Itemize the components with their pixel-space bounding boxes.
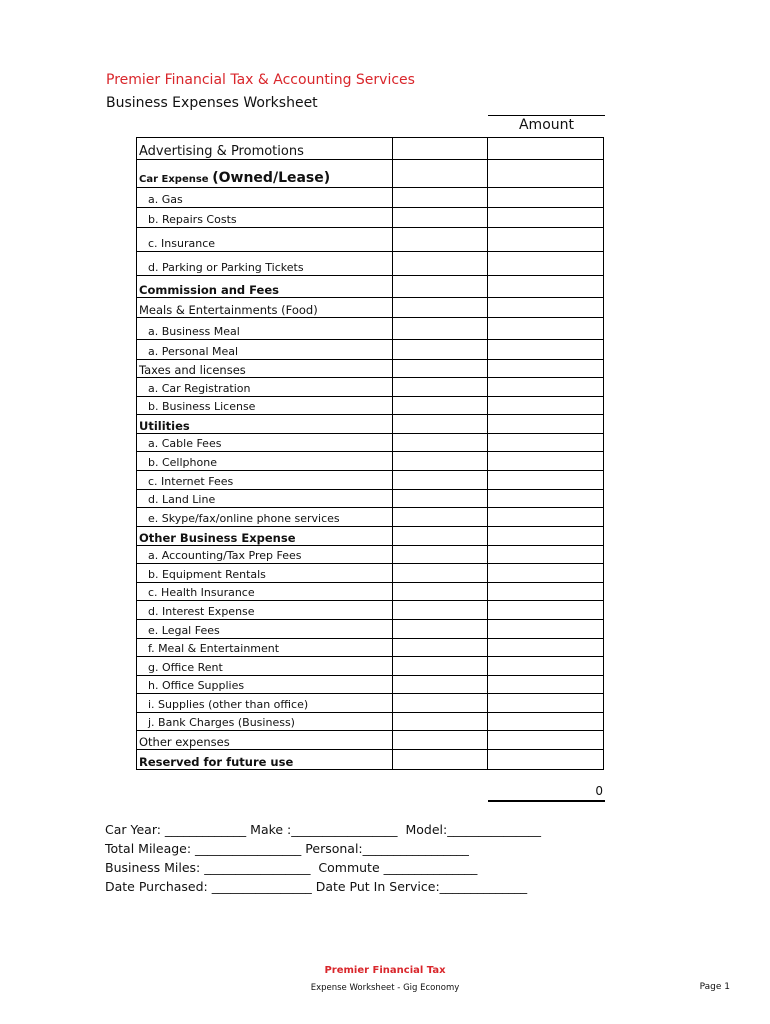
expense-label: Other expenses bbox=[137, 731, 393, 750]
expense-label: a. Cable Fees bbox=[137, 434, 393, 452]
detail-cell[interactable] bbox=[393, 471, 488, 490]
page-number: Page 1 bbox=[699, 982, 730, 992]
amount-cell[interactable] bbox=[488, 415, 604, 434]
table-row bbox=[137, 397, 604, 415]
table-row bbox=[137, 434, 604, 452]
detail-cell[interactable] bbox=[393, 138, 488, 160]
car-expense-label: Car Expense bbox=[139, 174, 209, 185]
table-row bbox=[137, 452, 604, 471]
table-row bbox=[137, 208, 604, 228]
car-info-business-miles: Business Miles: _________________ Commute _______________ bbox=[105, 860, 478, 875]
detail-cell[interactable] bbox=[393, 731, 488, 750]
expense-label: j. Bank Charges (Business) bbox=[137, 713, 393, 731]
amount-cell[interactable] bbox=[488, 620, 604, 639]
worksheet-subtitle: Business Expenses Worksheet bbox=[106, 95, 318, 111]
table-row bbox=[137, 318, 604, 340]
detail-cell[interactable] bbox=[393, 620, 488, 639]
expense-label: Utilities bbox=[137, 415, 393, 434]
amount-cell[interactable] bbox=[488, 160, 604, 188]
expense-label: b. Repairs Costs bbox=[137, 208, 393, 228]
amount-header-line bbox=[488, 115, 605, 116]
detail-cell[interactable] bbox=[393, 434, 488, 452]
expense-label: Meals & Entertainments (Food) bbox=[137, 298, 393, 318]
amount-cell[interactable] bbox=[488, 546, 604, 564]
amount-cell[interactable] bbox=[488, 360, 604, 378]
table-row bbox=[137, 276, 604, 298]
expense-label: f. Meal & Entertainment bbox=[137, 639, 393, 657]
table-row bbox=[137, 657, 604, 676]
table-row bbox=[137, 508, 604, 527]
table-row bbox=[137, 360, 604, 378]
table-row bbox=[137, 340, 604, 360]
table-row bbox=[137, 415, 604, 434]
expense-label: e. Legal Fees bbox=[137, 620, 393, 639]
amount-header: Amount bbox=[518, 117, 574, 133]
detail-cell[interactable] bbox=[393, 713, 488, 731]
company-title: Premier Financial Tax & Accounting Services bbox=[106, 72, 415, 88]
expense-label: e. Skype/fax/online phone services bbox=[137, 508, 393, 527]
amount-cell[interactable] bbox=[488, 639, 604, 657]
amount-cell[interactable] bbox=[488, 340, 604, 360]
detail-cell[interactable] bbox=[393, 583, 488, 601]
car-info-dates: Date Purchased: ________________ Date Put In Service:______________ bbox=[105, 879, 528, 894]
table-row bbox=[137, 527, 604, 546]
detail-cell[interactable] bbox=[393, 318, 488, 340]
amount-cell[interactable] bbox=[488, 694, 604, 713]
amount-cell[interactable] bbox=[488, 252, 604, 276]
expense-label: d. Land Line bbox=[137, 490, 393, 508]
table-row bbox=[137, 583, 604, 601]
table-row bbox=[137, 298, 604, 318]
expense-label: i. Supplies (other than office) bbox=[137, 694, 393, 713]
detail-cell[interactable] bbox=[393, 415, 488, 434]
detail-cell[interactable] bbox=[393, 639, 488, 657]
amount-cell[interactable] bbox=[488, 583, 604, 601]
table-row bbox=[137, 601, 604, 620]
total-amount: 0 bbox=[595, 784, 603, 798]
amount-cell[interactable] bbox=[488, 676, 604, 694]
detail-cell[interactable] bbox=[393, 228, 488, 252]
amount-cell[interactable] bbox=[488, 750, 604, 770]
detail-cell[interactable] bbox=[393, 490, 488, 508]
amount-cell[interactable] bbox=[488, 434, 604, 452]
table-row bbox=[137, 546, 604, 564]
detail-cell[interactable] bbox=[393, 452, 488, 471]
amount-cell[interactable] bbox=[488, 601, 604, 620]
table-row bbox=[137, 713, 604, 731]
amount-cell[interactable] bbox=[488, 318, 604, 340]
car-expense-type: (Owned/Lease) bbox=[212, 170, 331, 186]
footer-company: Premier Financial Tax bbox=[324, 965, 446, 976]
car-info-year-make-model: Car Year: _____________ Make :_________________ Model:_______________ bbox=[105, 822, 541, 837]
expense-label: c. Internet Fees bbox=[137, 471, 393, 490]
expense-label: a. Business Meal bbox=[137, 318, 393, 340]
amount-cell[interactable] bbox=[488, 508, 604, 527]
expense-label: a. Gas bbox=[137, 188, 393, 208]
table-row bbox=[137, 731, 604, 750]
detail-cell[interactable] bbox=[393, 750, 488, 770]
detail-cell[interactable] bbox=[393, 508, 488, 527]
expense-label: Taxes and licenses bbox=[137, 360, 393, 378]
expense-label: b. Business License bbox=[137, 397, 393, 415]
table-row bbox=[137, 378, 604, 397]
detail-cell[interactable] bbox=[393, 360, 488, 378]
detail-cell[interactable] bbox=[393, 657, 488, 676]
detail-cell[interactable] bbox=[393, 564, 488, 583]
expense-label: d. Interest Expense bbox=[137, 601, 393, 620]
table-row bbox=[137, 188, 604, 208]
expense-label: Commission and Fees bbox=[137, 276, 393, 298]
detail-cell[interactable] bbox=[393, 527, 488, 546]
expense-label: d. Parking or Parking Tickets bbox=[137, 252, 393, 276]
expense-label: b. Cellphone bbox=[137, 452, 393, 471]
table-row bbox=[137, 694, 604, 713]
expense-label: Reserved for future use bbox=[137, 750, 393, 770]
expense-label: Other Business Expense bbox=[137, 527, 393, 546]
amount-cell[interactable] bbox=[488, 471, 604, 490]
table-row bbox=[137, 138, 604, 160]
detail-cell[interactable] bbox=[393, 208, 488, 228]
table-row bbox=[137, 620, 604, 639]
amount-cell[interactable] bbox=[488, 713, 604, 731]
table-row bbox=[137, 676, 604, 694]
expense-label: g. Office Rent bbox=[137, 657, 393, 676]
amount-cell[interactable] bbox=[488, 188, 604, 208]
amount-cell[interactable] bbox=[488, 657, 604, 676]
detail-cell[interactable] bbox=[393, 546, 488, 564]
expense-label: h. Office Supplies bbox=[137, 676, 393, 694]
expense-label: b. Equipment Rentals bbox=[137, 564, 393, 583]
detail-cell[interactable] bbox=[393, 378, 488, 397]
total-line bbox=[488, 800, 605, 802]
expense-label: c. Insurance bbox=[137, 228, 393, 252]
amount-cell[interactable] bbox=[488, 527, 604, 546]
detail-cell[interactable] bbox=[393, 298, 488, 318]
amount-cell[interactable] bbox=[488, 276, 604, 298]
amount-cell[interactable] bbox=[488, 138, 604, 160]
amount-cell[interactable] bbox=[488, 564, 604, 583]
amount-cell[interactable] bbox=[488, 490, 604, 508]
footer-subtitle: Expense Worksheet - Gig Economy bbox=[310, 983, 460, 993]
car-info-mileage: Total Mileage: _________________ Personal:_________________ bbox=[105, 841, 469, 856]
amount-cell[interactable] bbox=[488, 397, 604, 415]
table-row bbox=[137, 750, 604, 770]
expense-label: c. Health Insurance bbox=[137, 583, 393, 601]
detail-cell[interactable] bbox=[393, 340, 488, 360]
detail-cell[interactable] bbox=[393, 160, 488, 188]
amount-cell[interactable] bbox=[488, 378, 604, 397]
detail-cell[interactable] bbox=[393, 676, 488, 694]
detail-cell[interactable] bbox=[393, 276, 488, 298]
amount-cell[interactable] bbox=[488, 731, 604, 750]
amount-cell[interactable] bbox=[488, 228, 604, 252]
detail-cell[interactable] bbox=[393, 252, 488, 276]
expense-label bbox=[137, 160, 393, 188]
amount-cell[interactable] bbox=[488, 208, 604, 228]
table-row bbox=[137, 252, 604, 276]
expense-label: a. Accounting/Tax Prep Fees bbox=[137, 546, 393, 564]
expense-label: Advertising & Promotions bbox=[137, 138, 393, 160]
table-row bbox=[137, 490, 604, 508]
table-row bbox=[137, 639, 604, 657]
expense-label: a. Car Registration bbox=[137, 378, 393, 397]
table-row bbox=[137, 471, 604, 490]
expense-table bbox=[136, 137, 604, 770]
detail-cell[interactable] bbox=[393, 601, 488, 620]
amount-cell[interactable] bbox=[488, 452, 604, 471]
table-row bbox=[137, 564, 604, 583]
detail-cell[interactable] bbox=[393, 188, 488, 208]
detail-cell[interactable] bbox=[393, 694, 488, 713]
table-row bbox=[137, 228, 604, 252]
expense-label: a. Personal Meal bbox=[137, 340, 393, 360]
table-row bbox=[137, 160, 604, 188]
detail-cell[interactable] bbox=[393, 397, 488, 415]
amount-cell[interactable] bbox=[488, 298, 604, 318]
